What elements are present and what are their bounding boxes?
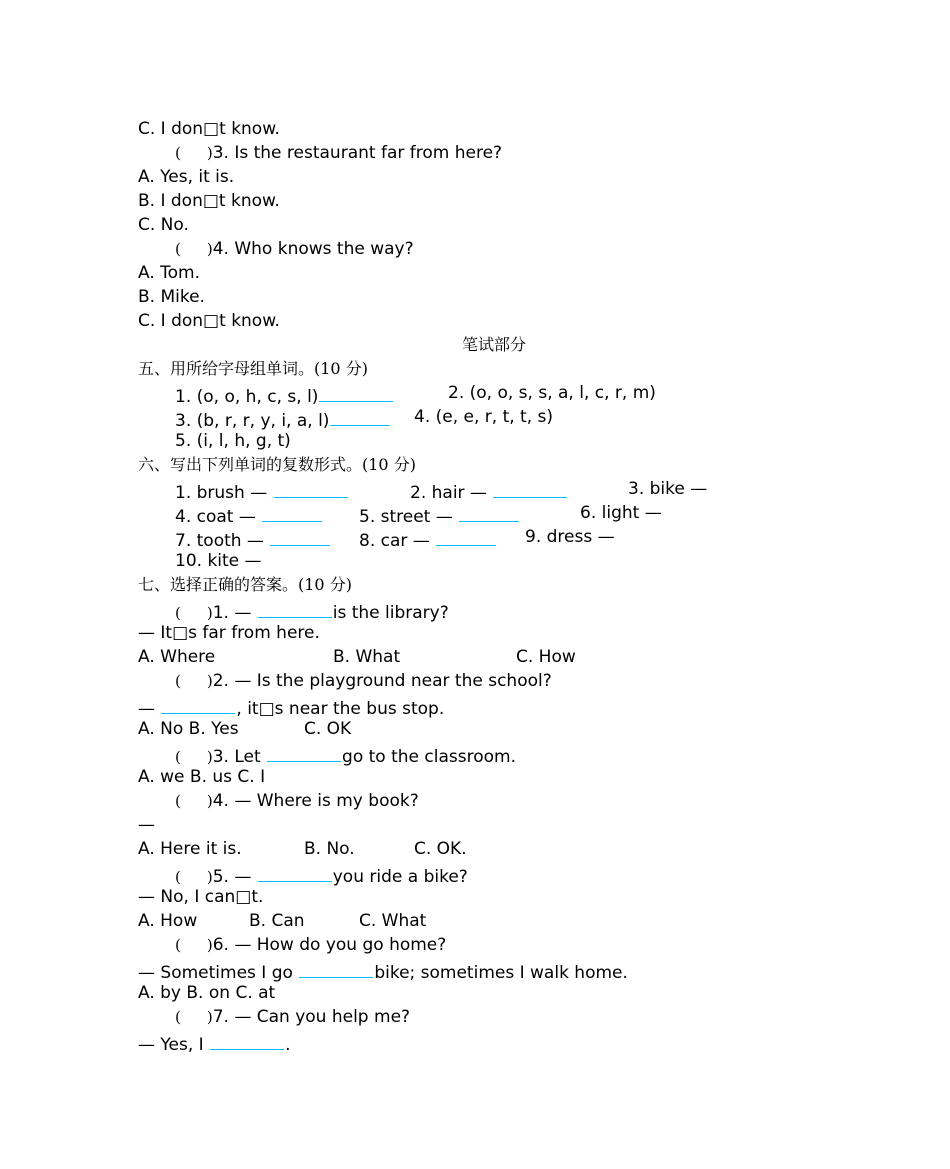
section7-q5-option-c[interactable]: C. What [359,911,427,931]
section6-item1: 1. brush — [175,477,349,501]
section5-item3: 3. (b, r, r, y, i, a, l) [175,405,391,429]
section7-q1-reply: — It□s far from here. [138,623,320,643]
answer-blank[interactable] [493,477,567,498]
section7-q5-option-b[interactable]: B. Can [249,911,305,931]
answer-blank[interactable] [270,525,330,546]
section5-item1: 1. (o, o, h, c, s, l) [175,381,394,405]
answer-blank[interactable] [459,501,519,522]
section7-q2-option-c[interactable]: C. OK [304,719,352,739]
written-part-title: 笔试部分 [461,335,526,354]
section7-q1-option-c[interactable]: C. How [516,647,576,667]
listening-q4-option-b: B. Mike. [138,287,205,307]
section6-item7: 7. tooth — [175,525,331,549]
section5-item2: 2. (o, o, s, s, a, l, c, r, m) [448,383,656,403]
section7-q4-stem: ( )4. — Where is my book? [175,791,419,811]
section5-item4: 4. (e, e, r, t, t, s) [414,407,554,427]
listening-q2-option-c: C. I don□t know. [138,119,280,139]
listening-q4-option-c: C. I don□t know. [138,311,280,331]
answer-blank[interactable] [210,1029,284,1050]
section6-item2: 2. hair — [410,477,568,501]
answer-blank[interactable] [258,597,332,618]
section6-item8: 8. car — [359,525,497,549]
listening-q4-stem: ( )4. Who knows the way? [175,239,414,259]
section7-q4-option-c[interactable]: C. OK. [414,839,467,859]
answer-blank[interactable] [161,693,235,714]
section7-q6-options[interactable]: A. by B. on C. at [138,983,276,1003]
section6-item9: 9. dress — [525,527,615,547]
answer-blank[interactable] [267,741,341,762]
section7-q4-reply: — [138,815,155,835]
listening-q4-option-a: A. Tom. [138,263,200,283]
answer-blank[interactable] [274,477,348,498]
section5-item5: 5. (i, l, h, g, t) [175,431,291,451]
answer-blank[interactable] [299,957,373,978]
section7-q2-reply: — , it□s near the bus stop. [138,693,444,717]
section7-q4-option-a[interactable]: A. Here it is. [138,839,242,859]
section7-q1-option-b[interactable]: B. What [333,647,401,667]
section7-q6-reply: — Sometimes I go bike; sometimes I walk home. [138,957,628,981]
section6-heading: 六、写出下列单词的复数形式。(10 分) [138,455,416,474]
section7-q6-stem: ( )6. — How do you go home? [175,935,447,955]
section6-item3: 3. bike — [628,479,708,499]
section7-q3-options[interactable]: A. we B. us C. I [138,767,266,787]
section7-q1-stem: ( )1. — is the library? [175,597,449,621]
answer-blank[interactable] [319,381,393,402]
section5-heading: 五、用所给字母组单词。(10 分) [138,359,368,378]
listening-q3-option-c: C. No. [138,215,189,235]
listening-q3-option-b: B. I don□t know. [138,191,280,211]
section6-item10: 10. kite — [175,551,262,571]
section7-q4-option-b[interactable]: B. No. [304,839,355,859]
section6-item6: 6. light — [580,503,662,523]
section7-heading: 七、选择正确的答案。(10 分) [138,575,352,594]
answer-paren-open: ( [175,144,181,162]
answer-blank[interactable] [330,405,390,426]
answer-blank[interactable] [258,861,332,882]
section7-q2-options-ab[interactable]: A. No B. Yes [138,719,239,739]
section7-q5-stem: ( )5. — you ride a bike? [175,861,468,885]
section7-q1-option-a[interactable]: A. Where [138,647,216,667]
section6-item4: 4. coat — [175,501,323,525]
section7-q7-reply: — Yes, I . [138,1029,290,1053]
section7-q5-reply: — No, I can□t. [138,887,264,907]
section6-item5: 5. street — [359,501,520,525]
section7-q2-stem: ( )2. — Is the playground near the school? [175,671,552,691]
listening-q3-option-a: A. Yes, it is. [138,167,235,187]
answer-blank[interactable] [262,501,322,522]
answer-blank[interactable] [436,525,496,546]
listening-q3-stem: ( )3. Is the restaurant far from here? [175,143,503,163]
answer-paren-close: ) [206,144,213,162]
section7-q5-option-a[interactable]: A. How [138,911,198,931]
section7-q3-stem: ( )3. Let go to the classroom. [175,741,516,765]
section7-q7-stem: ( )7. — Can you help me? [175,1007,411,1027]
